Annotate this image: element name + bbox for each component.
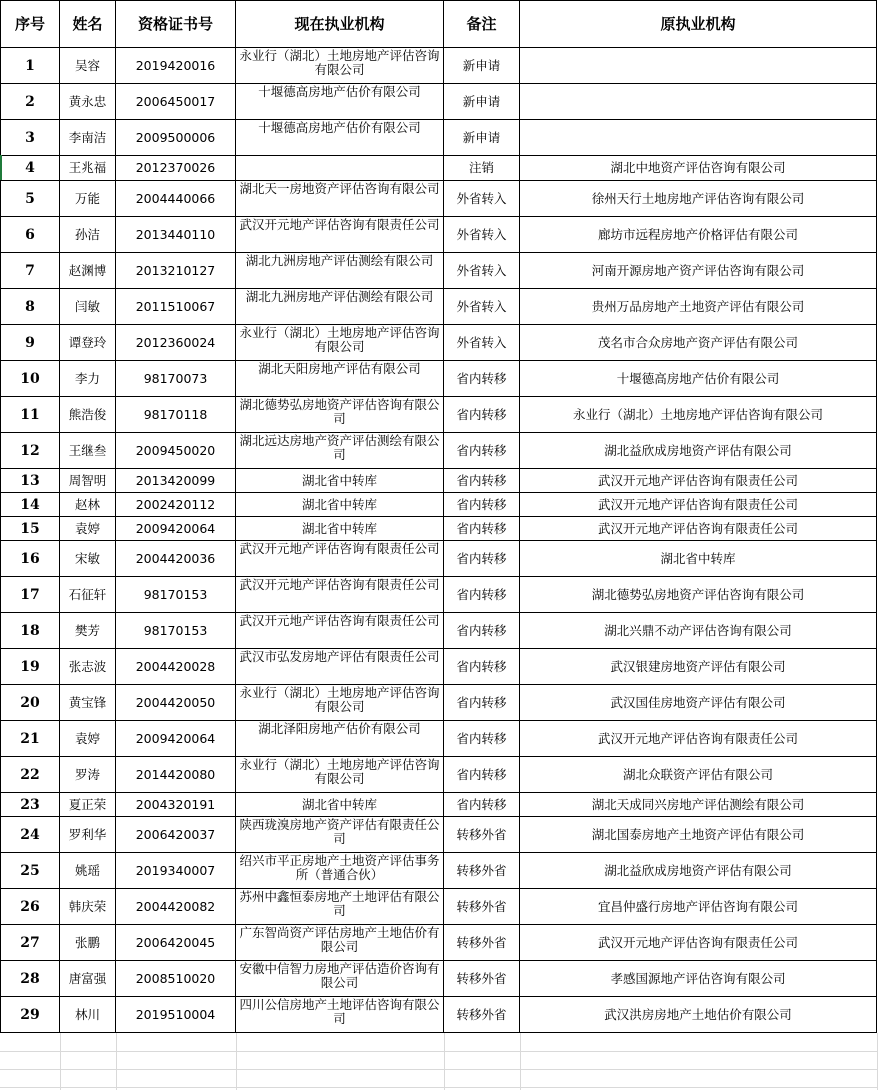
seq-cell[interactable]: 26 (0, 889, 60, 925)
name-cell[interactable]: 袁婷 (60, 517, 116, 541)
cert-cell[interactable]: 2004320191 (116, 793, 236, 817)
table-row (0, 649, 878, 685)
seq-cell[interactable]: 29 (0, 997, 60, 1033)
current-org-cell[interactable]: 永业行（湖北）土地房地产评估咨询有限公司 (236, 757, 444, 793)
previous-org-cell[interactable] (520, 84, 877, 120)
cert-cell[interactable]: 2006420045 (116, 925, 236, 961)
table-row (0, 853, 878, 889)
gridline (520, 1033, 521, 1090)
current-org-cell[interactable]: 武汉开元地产评估咨询有限责任公司 (236, 613, 444, 649)
seq-cell[interactable]: 5 (0, 181, 60, 217)
name-cell[interactable]: 韩庆荣 (60, 889, 116, 925)
seq-cell[interactable]: 18 (0, 613, 60, 649)
name-cell[interactable]: 黄永忠 (60, 84, 116, 120)
table-row (0, 613, 878, 649)
cert-cell[interactable]: 2006420037 (116, 817, 236, 853)
gridline (116, 1033, 117, 1090)
seq-cell[interactable]: 6 (0, 217, 60, 253)
current-org-cell[interactable]: 永业行（湖北）土地房地产评估咨询有限公司 (236, 325, 444, 361)
previous-org-cell[interactable]: 湖北益欣成房地资产评估有限公司 (520, 433, 877, 469)
seq-cell[interactable]: 3 (0, 120, 60, 156)
current-org-cell[interactable]: 武汉开元地产评估咨询有限责任公司 (236, 577, 444, 613)
name-cell[interactable]: 樊芳 (60, 613, 116, 649)
seq-cell[interactable]: 10 (0, 361, 60, 397)
name-cell[interactable]: 王兆福 (60, 156, 116, 181)
current-org-cell[interactable]: 安徽中信智力房地产评估造价咨询有限公司 (236, 961, 444, 997)
header-current-org[interactable]: 现在执业机构 (236, 0, 444, 48)
gridline (60, 1033, 61, 1090)
seq-cell[interactable]: 15 (0, 517, 60, 541)
header-previous-org[interactable]: 原执业机构 (520, 0, 877, 48)
previous-org-cell[interactable] (520, 48, 877, 84)
name-cell[interactable]: 熊浩俊 (60, 397, 116, 433)
current-org-cell[interactable]: 苏州中鑫恒泰房地产土地评估有限公司 (236, 889, 444, 925)
current-org-cell[interactable]: 湖北天一房地资产评估咨询有限公司 (236, 181, 444, 217)
gridline (0, 1087, 878, 1088)
table-row (0, 493, 878, 517)
current-org-cell[interactable]: 湖北九洲房地产评估测绘有限公司 (236, 289, 444, 325)
previous-org-cell[interactable]: 十堰德高房地产估价有限公司 (520, 361, 877, 397)
note-cell[interactable]: 新申请 (444, 84, 520, 120)
cert-cell[interactable]: 98170118 (116, 397, 236, 433)
seq-cell[interactable]: 19 (0, 649, 60, 685)
cert-cell[interactable]: 2011510067 (116, 289, 236, 325)
table-row (0, 253, 878, 289)
table-row (0, 84, 878, 120)
previous-org-cell[interactable]: 湖北众联资产评估有限公司 (520, 757, 877, 793)
table-row (0, 156, 878, 181)
note-cell[interactable]: 外省转入 (444, 253, 520, 289)
header-note[interactable]: 备注 (444, 0, 520, 48)
cert-cell[interactable]: 98170153 (116, 613, 236, 649)
table-row (0, 289, 878, 325)
note-cell[interactable]: 省内转移 (444, 757, 520, 793)
header-name[interactable]: 姓名 (60, 0, 116, 48)
previous-org-cell[interactable]: 湖北益欣成房地资产评估有限公司 (520, 853, 877, 889)
current-org-cell[interactable]: 湖北省中转库 (236, 793, 444, 817)
table-row (0, 577, 878, 613)
header-row (0, 0, 878, 48)
name-cell[interactable]: 张志波 (60, 649, 116, 685)
previous-org-cell[interactable]: 湖北国泰房地产土地资产评估有限公司 (520, 817, 877, 853)
cert-cell[interactable]: 2019510004 (116, 997, 236, 1033)
previous-org-cell[interactable]: 廊坊市远程房地产价格评估有限公司 (520, 217, 877, 253)
cert-cell[interactable]: 2006450017 (116, 84, 236, 120)
current-org-cell[interactable]: 湖北德势弘房地资产评估咨询有限公司 (236, 397, 444, 433)
previous-org-cell[interactable]: 武汉开元地产评估咨询有限责任公司 (520, 469, 877, 493)
current-org-cell[interactable]: 四川公信房地产土地评估咨询有限公司 (236, 997, 444, 1033)
current-org-cell[interactable] (236, 156, 444, 181)
previous-org-cell[interactable]: 武汉开元地产评估咨询有限责任公司 (520, 517, 877, 541)
gridline (444, 1033, 445, 1090)
table-row (0, 997, 878, 1033)
table-row (0, 433, 878, 469)
table-row (0, 517, 878, 541)
previous-org-cell[interactable]: 武汉银建房地资产评估有限公司 (520, 649, 877, 685)
gridline (0, 1069, 878, 1070)
previous-org-cell[interactable]: 武汉开元地产评估咨询有限责任公司 (520, 493, 877, 517)
name-cell[interactable]: 夏正荣 (60, 793, 116, 817)
seq-cell[interactable]: 22 (0, 757, 60, 793)
cert-cell[interactable]: 2012370026 (116, 156, 236, 181)
cert-cell[interactable]: 2012360024 (116, 325, 236, 361)
seq-cell[interactable]: 25 (0, 853, 60, 889)
current-org-cell[interactable]: 湖北省中转库 (236, 469, 444, 493)
active-row-marker (0, 155, 2, 180)
current-org-cell[interactable]: 武汉开元地产评估咨询有限责任公司 (236, 217, 444, 253)
previous-org-cell[interactable]: 武汉开元地产评估咨询有限责任公司 (520, 925, 877, 961)
seq-cell[interactable]: 2 (0, 84, 60, 120)
table-row (0, 817, 878, 853)
name-cell[interactable]: 闫敏 (60, 289, 116, 325)
previous-org-cell[interactable] (520, 120, 877, 156)
note-cell[interactable]: 转移外省 (444, 925, 520, 961)
previous-org-cell[interactable]: 河南开源房地产资产评估咨询有限公司 (520, 253, 877, 289)
seq-cell[interactable]: 14 (0, 493, 60, 517)
table-row (0, 181, 878, 217)
seq-cell[interactable]: 9 (0, 325, 60, 361)
previous-org-cell[interactable]: 湖北中地资产评估咨询有限公司 (520, 156, 877, 181)
previous-org-cell[interactable]: 永业行（湖北）土地房地产评估咨询有限公司 (520, 397, 877, 433)
seq-cell[interactable]: 8 (0, 289, 60, 325)
table-row (0, 541, 878, 577)
table-row (0, 217, 878, 253)
note-cell[interactable]: 省内转移 (444, 793, 520, 817)
name-cell[interactable]: 黄宝锋 (60, 685, 116, 721)
table-row (0, 757, 878, 793)
current-org-cell[interactable]: 湖北省中转库 (236, 493, 444, 517)
name-cell[interactable]: 张鹏 (60, 925, 116, 961)
header-seq[interactable]: 序号 (0, 0, 60, 48)
current-org-cell[interactable]: 永业行（湖北）土地房地产评估咨询有限公司 (236, 685, 444, 721)
note-cell[interactable]: 转移外省 (444, 961, 520, 997)
table-row (0, 325, 878, 361)
current-org-cell[interactable]: 十堰德高房地产估价有限公司 (236, 84, 444, 120)
previous-org-cell[interactable]: 武汉洪房房地产土地估价有限公司 (520, 997, 877, 1033)
seq-cell[interactable]: 13 (0, 469, 60, 493)
note-cell[interactable]: 省内转移 (444, 613, 520, 649)
note-cell[interactable]: 省内转移 (444, 361, 520, 397)
table-row (0, 469, 878, 493)
name-cell[interactable]: 吴容 (60, 48, 116, 84)
note-cell[interactable]: 转移外省 (444, 997, 520, 1033)
name-cell[interactable]: 周智明 (60, 469, 116, 493)
cert-cell[interactable]: 2009450020 (116, 433, 236, 469)
note-cell[interactable]: 省内转移 (444, 397, 520, 433)
seq-cell[interactable]: 4 (0, 156, 60, 181)
cert-cell[interactable]: 2004420028 (116, 649, 236, 685)
note-cell[interactable]: 省内转移 (444, 469, 520, 493)
table-row (0, 721, 878, 757)
current-org-cell[interactable]: 湖北天阳房地产评估有限公司 (236, 361, 444, 397)
current-org-cell[interactable]: 武汉开元地产评估咨询有限责任公司 (236, 541, 444, 577)
seq-cell[interactable]: 27 (0, 925, 60, 961)
note-cell[interactable]: 省内转移 (444, 541, 520, 577)
cert-cell[interactable]: 2002420112 (116, 493, 236, 517)
cert-cell[interactable]: 2004420082 (116, 889, 236, 925)
cert-cell[interactable]: 2004420050 (116, 685, 236, 721)
table-row (0, 793, 878, 817)
name-cell[interactable]: 袁婷 (60, 721, 116, 757)
name-cell[interactable]: 宋敏 (60, 541, 116, 577)
gridline (0, 1051, 878, 1052)
current-org-cell[interactable]: 湖北泽阳房地产估价有限公司 (236, 721, 444, 757)
name-cell[interactable]: 谭登玲 (60, 325, 116, 361)
note-cell[interactable]: 省内转移 (444, 649, 520, 685)
previous-org-cell[interactable]: 湖北天成同兴房地产评估测绘有限公司 (520, 793, 877, 817)
current-org-cell[interactable]: 湖北远达房地产资产评估测绘有限公司 (236, 433, 444, 469)
note-cell[interactable]: 新申请 (444, 48, 520, 84)
current-org-cell[interactable]: 湖北九洲房地产评估测绘有限公司 (236, 253, 444, 289)
cert-cell[interactable]: 2013420099 (116, 469, 236, 493)
table-row (0, 361, 878, 397)
note-cell[interactable]: 外省转入 (444, 289, 520, 325)
note-cell[interactable]: 省内转移 (444, 577, 520, 613)
current-org-cell[interactable]: 绍兴市平正房地产土地资产评估事务所（普通合伙） (236, 853, 444, 889)
note-cell[interactable]: 转移外省 (444, 817, 520, 853)
previous-org-cell[interactable]: 贵州万品房地产土地资产评估有限公司 (520, 289, 877, 325)
cert-cell[interactable]: 98170073 (116, 361, 236, 397)
note-cell[interactable]: 省内转移 (444, 685, 520, 721)
previous-org-cell[interactable]: 宜昌仲盛行房地产评估咨询有限公司 (520, 889, 877, 925)
cert-cell[interactable]: 2013210127 (116, 253, 236, 289)
name-cell[interactable]: 李南洁 (60, 120, 116, 156)
note-cell[interactable]: 转移外省 (444, 889, 520, 925)
previous-org-cell[interactable]: 湖北德势弘房地资产评估咨询有限公司 (520, 577, 877, 613)
note-cell[interactable]: 省内转移 (444, 433, 520, 469)
seq-cell[interactable]: 17 (0, 577, 60, 613)
current-org-cell[interactable]: 十堰德高房地产估价有限公司 (236, 120, 444, 156)
seq-cell[interactable]: 1 (0, 48, 60, 84)
cert-cell[interactable]: 2004440066 (116, 181, 236, 217)
table-row (0, 48, 878, 84)
table-row (0, 685, 878, 721)
current-org-cell[interactable]: 武汉市弘发房地产评估有限责任公司 (236, 649, 444, 685)
note-cell[interactable]: 转移外省 (444, 853, 520, 889)
seq-cell[interactable]: 28 (0, 961, 60, 997)
cert-cell[interactable]: 2008510020 (116, 961, 236, 997)
cert-cell[interactable]: 2014420080 (116, 757, 236, 793)
seq-cell[interactable]: 16 (0, 541, 60, 577)
cert-cell[interactable]: 2009420064 (116, 517, 236, 541)
current-org-cell[interactable]: 广东智尚资产评估房地产土地估价有限公司 (236, 925, 444, 961)
seq-cell[interactable]: 7 (0, 253, 60, 289)
note-cell[interactable]: 省内转移 (444, 721, 520, 757)
name-cell[interactable]: 赵渊博 (60, 253, 116, 289)
table-row (0, 397, 878, 433)
previous-org-cell[interactable]: 湖北兴鼎不动产评估咨询有限公司 (520, 613, 877, 649)
table-row (0, 120, 878, 156)
note-cell[interactable]: 外省转入 (444, 325, 520, 361)
name-cell[interactable]: 李力 (60, 361, 116, 397)
seq-cell[interactable]: 20 (0, 685, 60, 721)
table-row (0, 889, 878, 925)
name-cell[interactable]: 林川 (60, 997, 116, 1033)
name-cell[interactable]: 石征轩 (60, 577, 116, 613)
table-row (0, 961, 878, 997)
seq-cell[interactable]: 11 (0, 397, 60, 433)
name-cell[interactable]: 万能 (60, 181, 116, 217)
name-cell[interactable]: 罗利华 (60, 817, 116, 853)
cert-cell[interactable]: 2009420064 (116, 721, 236, 757)
cert-cell[interactable]: 98170153 (116, 577, 236, 613)
table-row (0, 925, 878, 961)
note-cell[interactable]: 外省转入 (444, 181, 520, 217)
note-cell[interactable]: 注销 (444, 156, 520, 181)
note-cell[interactable]: 新申请 (444, 120, 520, 156)
previous-org-cell[interactable]: 湖北省中转库 (520, 541, 877, 577)
seq-cell[interactable]: 21 (0, 721, 60, 757)
name-cell[interactable]: 姚瑶 (60, 853, 116, 889)
gridline (236, 1033, 237, 1090)
current-org-cell[interactable]: 陕西珑溴房地产资产评估有限责任公司 (236, 817, 444, 853)
current-org-cell[interactable]: 湖北省中转库 (236, 517, 444, 541)
current-org-cell[interactable]: 永业行（湖北）土地房地产评估咨询有限公司 (236, 48, 444, 84)
name-cell[interactable]: 唐富强 (60, 961, 116, 997)
previous-org-cell[interactable]: 武汉国佳房地资产评估有限公司 (520, 685, 877, 721)
seq-cell[interactable]: 24 (0, 817, 60, 853)
previous-org-cell[interactable]: 徐州天行土地房地产评估咨询有限公司 (520, 181, 877, 217)
cert-cell[interactable]: 2013440110 (116, 217, 236, 253)
cert-cell[interactable]: 2009500006 (116, 120, 236, 156)
seq-cell[interactable]: 23 (0, 793, 60, 817)
previous-org-cell[interactable]: 茂名市合众房地产资产评估有限公司 (520, 325, 877, 361)
name-cell[interactable]: 赵林 (60, 493, 116, 517)
note-cell[interactable]: 省内转移 (444, 493, 520, 517)
cert-cell[interactable]: 2004420036 (116, 541, 236, 577)
cert-cell[interactable]: 2019420016 (116, 48, 236, 84)
previous-org-cell[interactable]: 孝感国源地产评估咨询有限公司 (520, 961, 877, 997)
name-cell[interactable]: 孙洁 (60, 217, 116, 253)
previous-org-cell[interactable]: 武汉开元地产评估咨询有限责任公司 (520, 721, 877, 757)
cert-cell[interactable]: 2019340007 (116, 853, 236, 889)
note-cell[interactable]: 省内转移 (444, 517, 520, 541)
name-cell[interactable]: 王继叁 (60, 433, 116, 469)
seq-cell[interactable]: 12 (0, 433, 60, 469)
header-cert[interactable]: 资格证书号 (116, 0, 236, 48)
name-cell[interactable]: 罗涛 (60, 757, 116, 793)
note-cell[interactable]: 外省转入 (444, 217, 520, 253)
